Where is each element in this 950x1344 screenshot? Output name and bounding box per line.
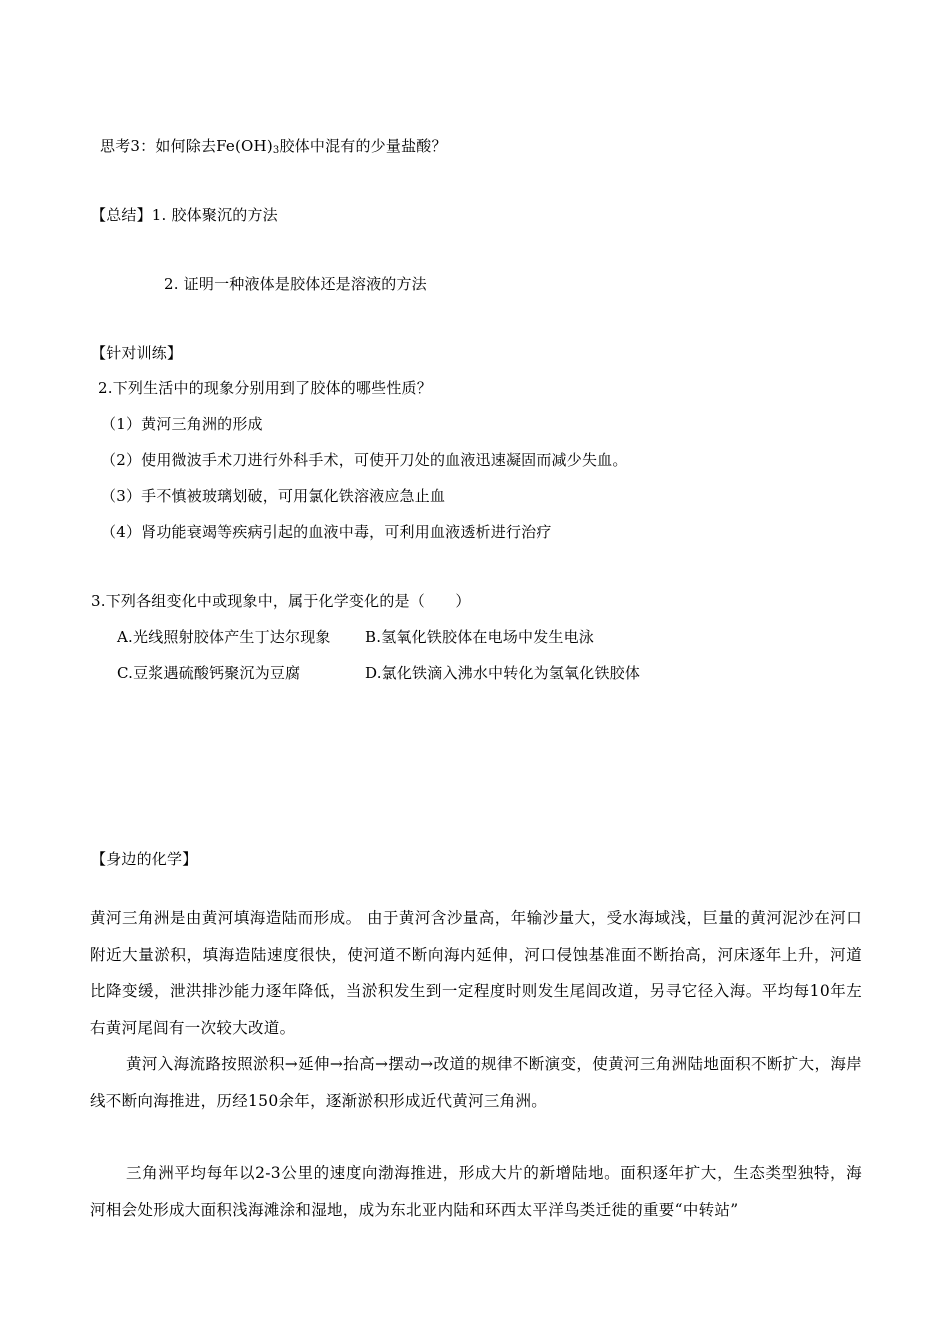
- chemistry-paragraph-2: 黄河入海流路按照淤积→延伸→抬高→摆动→改道的规律不断演变，使黄河三角洲陆地面积不断扩大，海岸线不断向海推进，历经150余年，逐渐淤积形成近代黄河三角洲。: [90, 1055, 862, 1110]
- think3-question: [100, 136, 447, 156]
- think3-text-prefix: 思考3：如何除去Fe(OH): [100, 137, 273, 155]
- q2-item-3: （3）手不慎被玻璃划破，可用氯化铁溶液应急止血: [101, 487, 446, 505]
- q3-option-a: A.光线照射胶体产生丁达尔现象: [117, 628, 331, 646]
- summary-item-2: 2. 证明一种液体是胶体还是溶液的方法: [164, 275, 427, 293]
- q3-option-b: B.氢氧化铁胶体在电场中发生电泳: [365, 628, 594, 646]
- chemistry-paragraph-1: 黄河三角洲是由黄河填海造陆而形成。 由于黄河含沙量高，年输沙量大，受水海域浅，巨量的黄河泥沙在河口附近大量淤积，填海造陆速度很快，使河道不断向海内延伸，河口侵蚀基准面不断抬高，河床逐年上升，河道比降变缓，泄洪排沙能力逐年降低，当淤积发生到一定程度时则发生尾闾改道，另寻它径入海。平均每10年左右黄河尾闾有一次较大改道。: [90, 909, 862, 1037]
- chemistry-paragraph-3: 三角洲平均每年以2-3公里的速度向渤海推进，形成大片的新增陆地。面积逐年扩大，生态类型独特，海河相会处形成大面积浅海滩涂和湿地，成为东北亚内陆和环西太平洋鸟类迁徙的重要“中转站”: [90, 1164, 862, 1219]
- q2-item-1: （1）黄河三角洲的形成: [101, 415, 263, 433]
- question-3: 3.下列各组变化中或现象中，属于化学变化的是（ ）: [91, 592, 471, 610]
- training-heading: 【针对训练】: [91, 344, 183, 362]
- q3-option-d: D.氯化铁滴入沸水中转化为氢氧化铁胶体: [365, 664, 641, 682]
- q2-item-2: （2）使用微波手术刀进行外科手术，可使开刀处的血液迅速凝固而减少失血。: [101, 451, 628, 469]
- q2-item-4: （4）肾功能衰竭等疾病引起的血液中毒，可利用血液透析进行治疗: [101, 523, 552, 541]
- chemistry-heading: 【身边的化学】: [91, 850, 198, 868]
- question-2: 2.下列生活中的现象分别用到了胶体的哪些性质？: [98, 379, 432, 397]
- summary-item-1: 【总结】1. 胶体聚沉的方法: [91, 206, 278, 224]
- q3-option-c: C.豆浆遇硫酸钙聚沉为豆腐: [117, 664, 301, 682]
- think3-subscript: 3: [272, 145, 280, 156]
- think3-text-suffix: 胶体中混有的少量盐酸？: [279, 137, 447, 155]
